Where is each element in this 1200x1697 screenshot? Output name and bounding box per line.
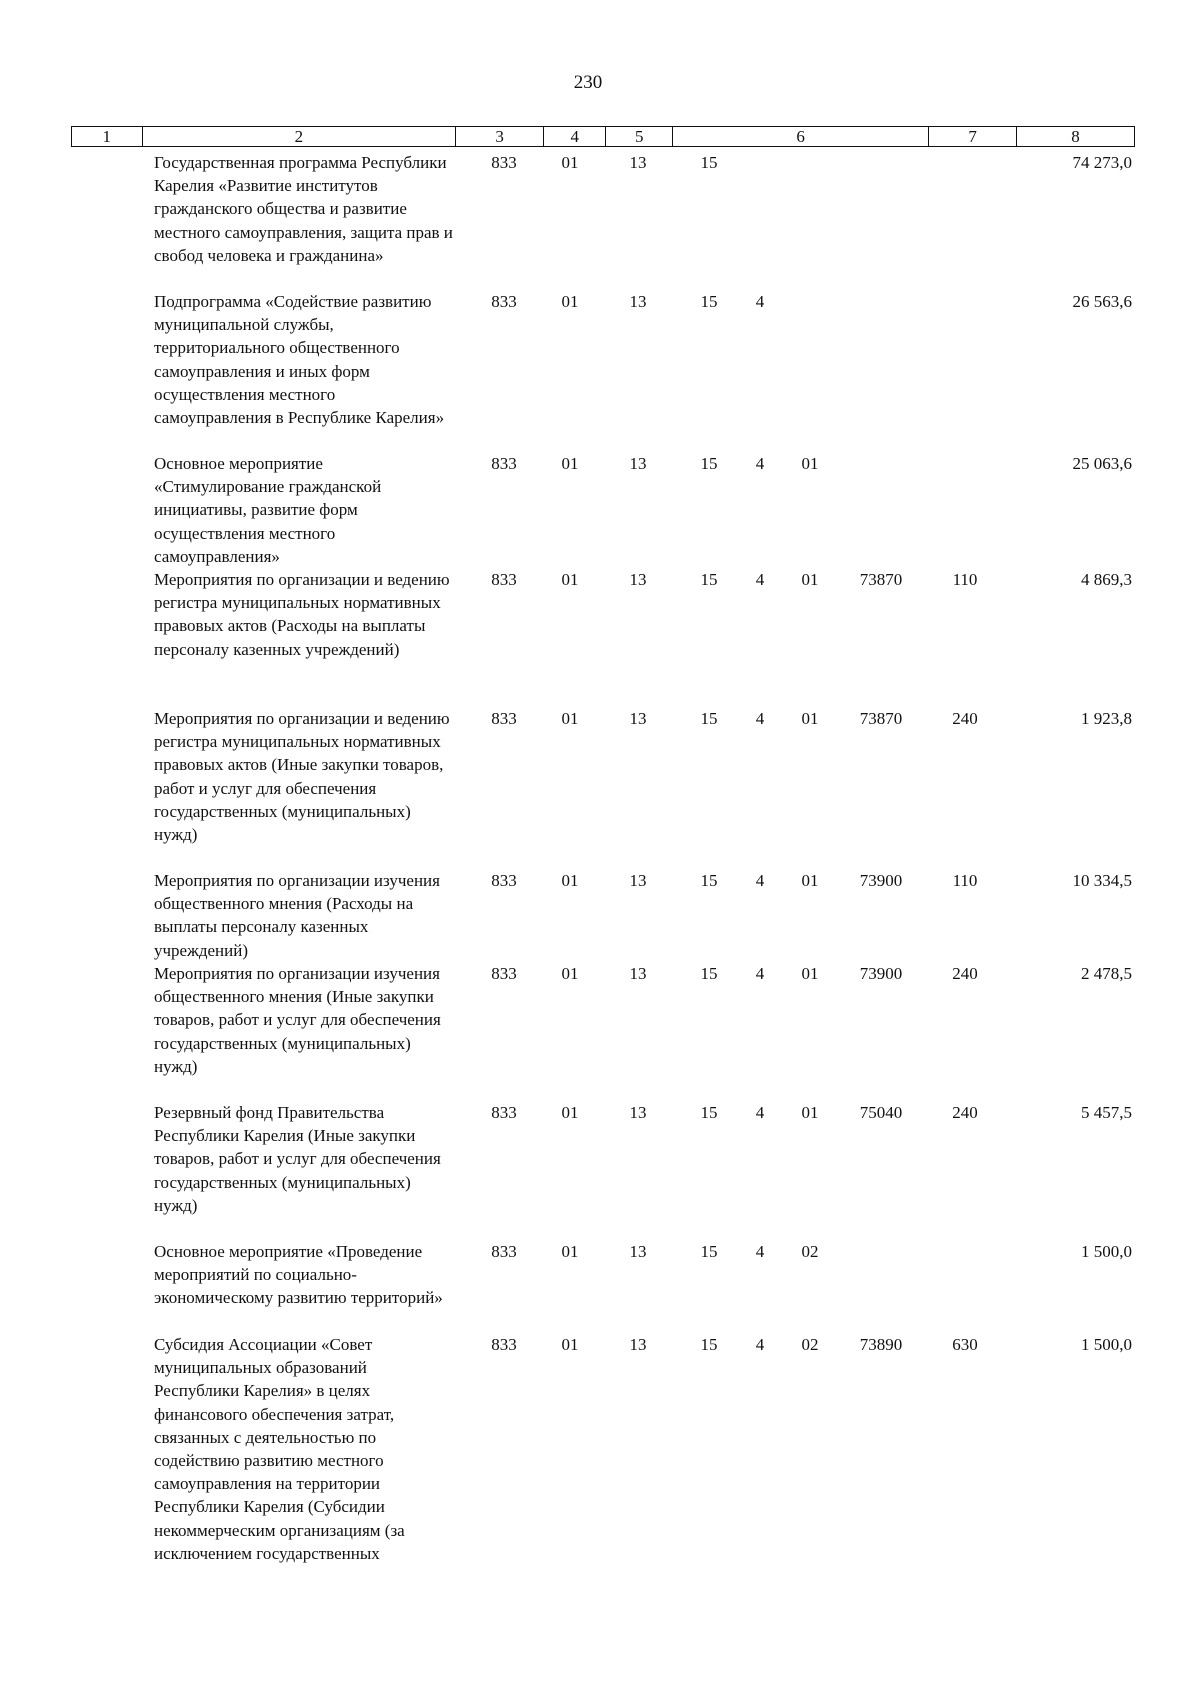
item-name: Государственная программа Республики Карелия «Развитие институтов гражданского общества и развитие местного самоуправления, защита прав и свобод человека и гражданина»	[154, 153, 453, 265]
item-name: Субсидия Ассоциации «Совет муниципальных образований Республики Карелия» в целях финансового обеспечения затрат, связанных с деятельностью по содействию развитию местного самоуправления на территории Республики Карелия (Субсидии некоммерческим организациям (за исключением государственных	[154, 1335, 405, 1563]
item-name: Мероприятия по организации и ведению регистра муниципальных нормативных правовых актов (Расходы на выплаты персоналу казенных учреждений)	[154, 570, 450, 659]
program-code: 15	[700, 292, 718, 311]
section-code: 01	[561, 1103, 579, 1122]
ministry-code: 833	[491, 964, 517, 983]
expense-type-code: 240	[952, 1103, 978, 1122]
column-header: 5	[606, 127, 673, 147]
subsection-code: 13	[629, 292, 647, 311]
subsection-code: 13	[629, 964, 647, 983]
column-header: 7	[929, 127, 1017, 147]
column-header: 1	[72, 127, 143, 147]
section-code: 01	[561, 1335, 579, 1354]
program-code: 15	[700, 964, 718, 983]
direction-code: 73900	[859, 871, 903, 890]
subprogram-code: 4	[755, 1103, 765, 1122]
item-name: Мероприятия по организации изучения общественного мнения (Расходы на выплаты персоналу казенных учреждений)	[154, 871, 440, 960]
activity-code: 01	[801, 1103, 819, 1122]
program-code: 15	[700, 153, 718, 172]
subsection-code: 13	[629, 153, 647, 172]
subprogram-code: 4	[755, 871, 765, 890]
column-header: 8	[1016, 127, 1134, 147]
expense-type-code: 110	[952, 570, 978, 589]
activity-code: 02	[801, 1242, 819, 1261]
subsection-code: 13	[629, 570, 647, 589]
ministry-code: 833	[491, 153, 517, 172]
subprogram-code: 4	[755, 1242, 765, 1261]
amount: 26 563,6	[1072, 292, 1132, 311]
item-name: Основное мероприятие «Стимулирование гражданской инициативы, развитие форм осуществления местного самоуправления»	[154, 454, 382, 566]
item-name: Основное мероприятие «Проведение мероприятий по социально-экономическому развитию территорий»	[154, 1242, 443, 1308]
amount: 1 923,8	[1081, 709, 1132, 728]
program-code: 15	[700, 1103, 718, 1122]
subsection-code: 13	[629, 1335, 647, 1354]
section-code: 01	[561, 1242, 579, 1261]
activity-code: 01	[801, 964, 819, 983]
subprogram-code: 4	[755, 709, 765, 728]
subprogram-code: 4	[755, 570, 765, 589]
column-header: 4	[543, 127, 606, 147]
expense-type-code: 240	[952, 964, 978, 983]
ministry-code: 833	[491, 570, 517, 589]
direction-code: 73900	[859, 964, 903, 983]
ministry-code: 833	[491, 1103, 517, 1122]
column-header: 3	[456, 127, 544, 147]
program-code: 15	[700, 1242, 718, 1261]
subsection-code: 13	[629, 709, 647, 728]
subsection-code: 13	[629, 871, 647, 890]
direction-code: 73870	[859, 570, 903, 589]
subprogram-code: 4	[755, 454, 765, 473]
subsection-code: 13	[629, 454, 647, 473]
amount: 5 457,5	[1081, 1103, 1132, 1122]
section-code: 01	[561, 153, 579, 172]
subsection-code: 13	[629, 1103, 647, 1122]
section-code: 01	[561, 964, 579, 983]
direction-code: 75040	[859, 1103, 903, 1122]
activity-code: 02	[801, 1335, 819, 1354]
ministry-code: 833	[491, 1335, 517, 1354]
ministry-code: 833	[491, 871, 517, 890]
program-code: 15	[700, 454, 718, 473]
amount: 25 063,6	[1072, 454, 1132, 473]
amount: 1 500,0	[1081, 1242, 1132, 1261]
ministry-code: 833	[491, 709, 517, 728]
activity-code: 01	[801, 570, 819, 589]
program-code: 15	[700, 871, 718, 890]
subprogram-code: 4	[755, 292, 765, 311]
subprogram-code: 4	[755, 964, 765, 983]
expense-type-code: 630	[952, 1335, 978, 1354]
program-code: 15	[700, 570, 718, 589]
amount: 10 334,5	[1072, 871, 1132, 890]
item-name: Резервный фонд Правительства Республики Карелия (Иные закупки товаров, работ и услуг для обеспечения государственных (муниципальных) нужд)	[154, 1103, 441, 1215]
expense-type-code: 240	[952, 709, 978, 728]
column-header: 6	[673, 127, 929, 147]
amount: 74 273,0	[1072, 153, 1132, 172]
column-header: 2	[142, 127, 456, 147]
expense-type-code: 110	[952, 871, 978, 890]
section-code: 01	[561, 570, 579, 589]
page-number: 230	[573, 72, 603, 93]
subprogram-code: 4	[755, 1335, 765, 1354]
section-code: 01	[561, 871, 579, 890]
direction-code: 73890	[859, 1335, 903, 1354]
direction-code: 73870	[859, 709, 903, 728]
amount: 2 478,5	[1081, 964, 1132, 983]
column-header-table	[71, 126, 1135, 147]
program-code: 15	[700, 1335, 718, 1354]
item-name: Мероприятия по организации изучения общественного мнения (Иные закупки товаров, работ и услуг для обеспечения государственных (муниципальных) нужд)	[154, 964, 441, 1076]
section-code: 01	[561, 709, 579, 728]
activity-code: 01	[801, 871, 819, 890]
activity-code: 01	[801, 709, 819, 728]
column-header-row	[72, 127, 1135, 147]
section-code: 01	[561, 454, 579, 473]
activity-code: 01	[801, 454, 819, 473]
item-name: Подпрограмма «Содействие развитию муниципальной службы, территориального общественного самоуправления и иных форм осуществления местного самоуправления в Республике Карелия»	[154, 292, 445, 428]
amount: 1 500,0	[1081, 1335, 1132, 1354]
section-code: 01	[561, 292, 579, 311]
ministry-code: 833	[491, 292, 517, 311]
amount: 4 869,3	[1081, 570, 1132, 589]
subsection-code: 13	[629, 1242, 647, 1261]
ministry-code: 833	[491, 454, 517, 473]
ministry-code: 833	[491, 1242, 517, 1261]
item-name: Мероприятия по организации и ведению регистра муниципальных нормативных правовых актов (Иные закупки товаров, работ и услуг для обеспечения государственных (муниципальных) нужд)	[154, 709, 450, 845]
program-code: 15	[700, 709, 718, 728]
